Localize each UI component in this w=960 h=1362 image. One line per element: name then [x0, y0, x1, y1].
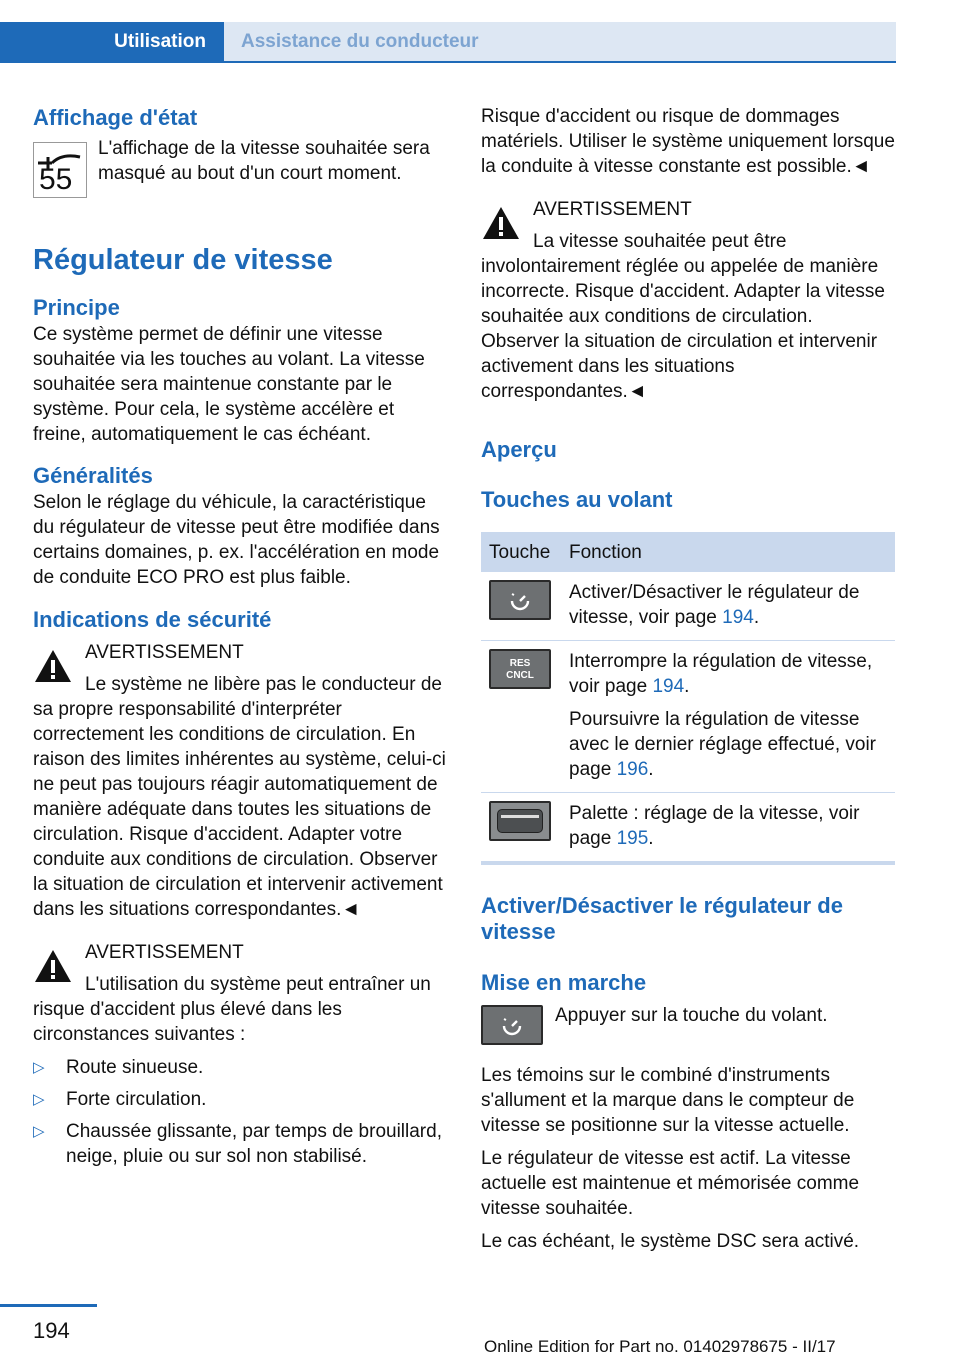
warning-2 [33, 940, 449, 1047]
securite-heading: Indications de sécurité [33, 607, 272, 632]
page-header [0, 0, 960, 64]
function-text: Interrompre la régulation de vitesse, voir page [569, 651, 873, 697]
affichage-heading: Affichage d'état [33, 105, 198, 130]
column-header-touche: Touche [481, 532, 561, 572]
keys-table [481, 532, 895, 865]
paragraph: Le cas échéant, le système DSC sera activé. [481, 1231, 860, 1252]
warning-triangle-icon [33, 948, 73, 984]
principe-heading: Principe [33, 295, 120, 320]
list-item-text: Chaussée glissante, par temps de brouillard, neige, pluie ou sur sol non stabilisé. [66, 1121, 442, 1167]
column-header-fonction: Fonction [561, 532, 895, 572]
apercu-heading: Aperçu [481, 437, 557, 462]
res-cncl-label: RES CNCL [506, 658, 534, 681]
warning-3-title: AVERTISSEMENT [533, 199, 692, 220]
cruise-toggle-key-icon [481, 1005, 543, 1045]
tab-assistance-label: Assistance du conducteur [241, 31, 479, 52]
affichage-block [33, 136, 449, 198]
speed-rocker-key-icon [489, 801, 551, 841]
marche-heading: Mise en marche [481, 970, 647, 995]
list-item [33, 1087, 449, 1112]
continuation-text: Risque d'accident ou risque de dommages matériels. Utiliser le système uniquement lorsque la conduite à vitesse constante est possible.◄ [481, 106, 895, 177]
left-column [33, 100, 449, 1169]
tab-utilisation-label: Utilisation [114, 31, 206, 52]
table-header-row [481, 532, 895, 572]
function-cell: Palette : réglage de la vitesse, voir page 195. [561, 793, 895, 864]
conditions-list [33, 1055, 449, 1169]
key-cell [481, 572, 561, 641]
function-cell: Interrompre la régulation de vitesse, voir page 194. Poursuivre la régulation de vitesse avec le dernier réglage effectué, voir page 196. [561, 641, 895, 793]
warning-1-text: Le système ne libère pas le conducteur de sa propre responsabilité d'interpréter correctement les conditions de circulation. En raison des limites inhérentes au système, celui-ci ne peut pas toujours réagir automatiquement de manière adéquate dans toutes les situations de circulation. Risque d'accident. Adapter votre conduite aux conditions de circulation. Observer la situation de circulation et intervenir activement dans les situations correspondantes.◄ [33, 674, 446, 920]
warning-triangle-icon [481, 205, 521, 241]
list-item-text: Forte circulation. [66, 1089, 207, 1110]
tab-assistance-conducteur[interactable] [224, 22, 896, 62]
function-text: Palette : réglage de la vitesse, voir page [569, 803, 860, 849]
page-link[interactable]: 194 [722, 607, 754, 628]
cruise-toggle-key-icon [489, 580, 551, 620]
warning-3-text: La vitesse souhaitée peut être involontairement réglée ou appelée de manière incorrecte. Risque d'accident. Adapter la vitesse souhaitée aux conditions de circulation. Observer la situation de circulation et intervenir activement dans les situations correspondantes.◄ [481, 231, 885, 402]
bullet-triangle-icon: ▷ [33, 1091, 45, 1108]
paragraph: Les témoins sur le combiné d'instruments s'allument et la marque dans le compteur de vitesse se positionne sur la vitesse actuelle. [481, 1065, 855, 1136]
warning-triangle-icon [33, 648, 73, 684]
generalites-heading: Généralités [33, 463, 153, 488]
affichage-text: L'affichage de la vitesse souhaitée sera masqué au bout d'un court moment. [98, 138, 430, 184]
table-row [481, 793, 895, 864]
list-item [33, 1055, 449, 1080]
key-cell [481, 641, 561, 793]
edition-text: Online Edition for Part no. 01402978675 - II/17 [484, 1337, 836, 1356]
table-row [481, 572, 895, 641]
paragraph: Le régulateur de vitesse est actif. La vitesse actuelle est maintenue et mémorisée comme vitesse souhaitée. [481, 1148, 860, 1219]
page-link[interactable]: 196 [616, 759, 649, 780]
res-cncl-key-icon [489, 649, 551, 689]
page-link[interactable]: 195 [616, 828, 649, 849]
bullet-triangle-icon: ▷ [33, 1123, 45, 1140]
header-rule [0, 61, 896, 63]
function-cell: Activer/Désactiver le régulateur de vitesse, voir page 194. [561, 572, 895, 641]
page-link[interactable]: 194 [652, 676, 685, 697]
warning-1 [33, 640, 449, 922]
warning-2-title: AVERTISSEMENT [85, 942, 244, 963]
key-cell [481, 793, 561, 864]
page-number: 194 [33, 1318, 70, 1343]
speed-value: 55 [39, 163, 73, 196]
marche-text: Appuyer sur la touche du volant. [555, 1005, 828, 1026]
list-item-text: Route sinueuse. [66, 1057, 204, 1078]
tab-utilisation[interactable] [0, 22, 224, 62]
touches-heading: Touches au volant [481, 487, 673, 512]
table-row [481, 641, 895, 793]
footer-rule [0, 1304, 97, 1307]
right-column [481, 104, 895, 1254]
principe-text: Ce système permet de définir une vitesse souhaitée via les touches au volant. La vitesse souhaitée sera maintenue constante par le système. Pour cela, le système accélère et freine, automatiquement le cas échéant. [33, 324, 425, 445]
generalites-text: Selon le réglage du véhicule, la caractéristique du régulateur de vitesse peut être modifiée dans certains domaines, p. ex. l'accélération en mode de conduite ECO PRO est plus faible. [33, 492, 440, 588]
activer-heading: Activer/Désactiver le régulateur de vitesse [481, 893, 843, 944]
function-text: Activer/Désactiver le régulateur de vitesse, voir page [569, 582, 860, 628]
speed-display-icon [33, 142, 87, 198]
warning-1-title: AVERTISSEMENT [85, 642, 244, 663]
bullet-triangle-icon: ▷ [33, 1059, 45, 1076]
function-text: Poursuivre la régulation de vitesse avec le dernier réglage effectué, voir page [569, 709, 876, 780]
warning-2-text: L'utilisation du système peut entraîner un risque d'accident plus élevé dans les circonstances suivantes : [33, 974, 431, 1045]
list-item [33, 1119, 449, 1169]
warning-3 [481, 197, 895, 404]
marche-block [481, 1003, 895, 1045]
main-title: Régulateur de vitesse [33, 244, 333, 276]
